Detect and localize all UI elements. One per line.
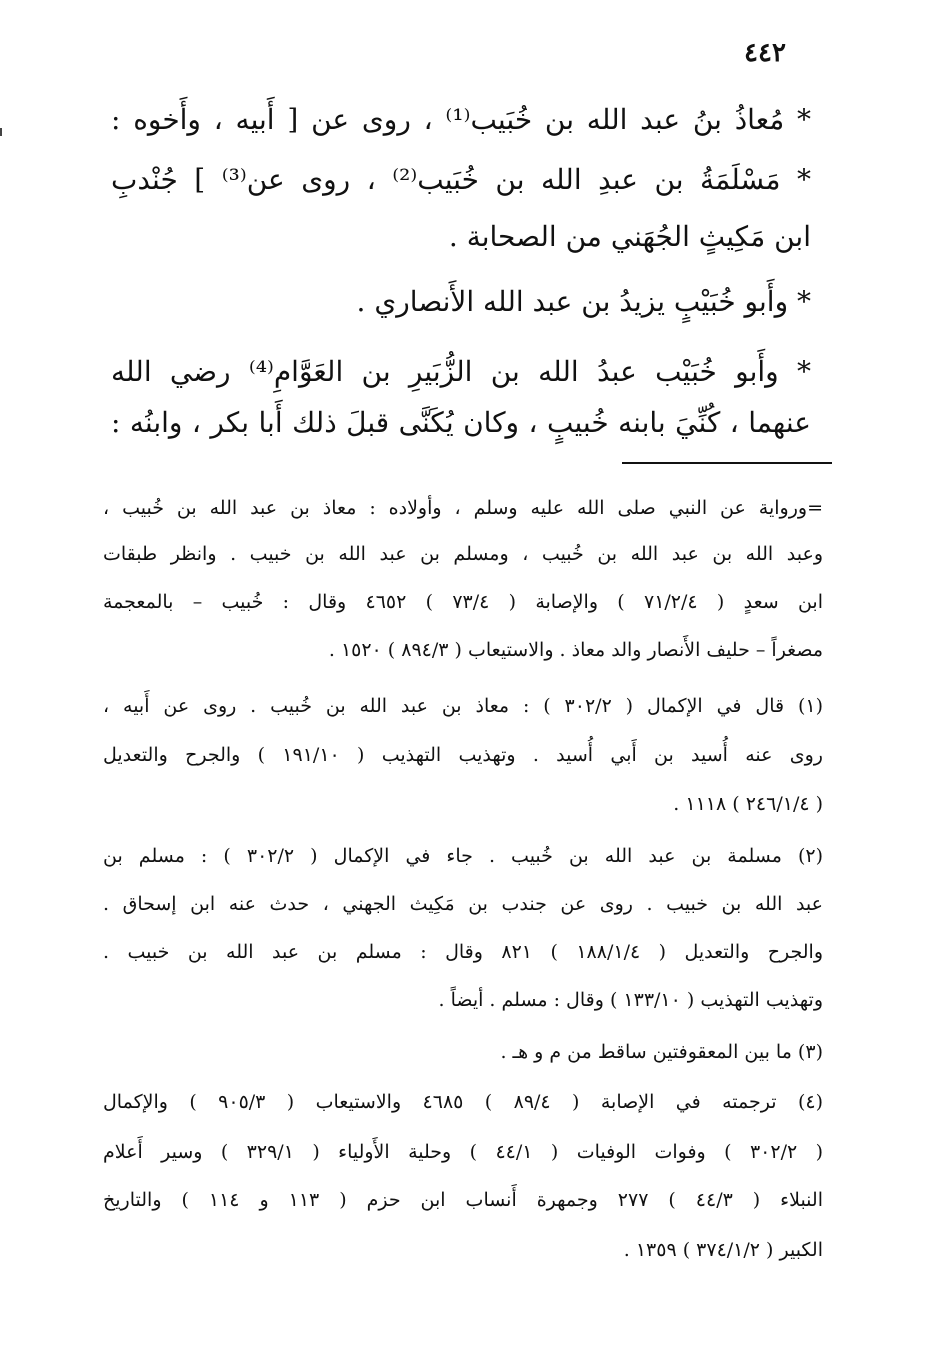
footnote-cont-line-4: مصغراً – حليف الأَنصار والد معاذ . والاستيعاب ( ٨٩٤/٣ ) ١٥٢٠ . — [328, 639, 823, 661]
footnote-cont-line-1: =ورواية عن النبي صلى الله عليه وسلم ، وأولاده : معاذ بن عبد الله بن خُبيب ، — [103, 497, 823, 519]
footnote-2-line-2: عبد الله بن خبيب . روى عن جندب بن مَكِيث الجهني ، حدث عنه ابن إسحاق . — [103, 893, 823, 915]
footnote-cont-line-2: وعبد الله بن عبد الله بن خُبيب ، ومسلم بن عبد الله بن خبيب . وانظر طبقات — [103, 543, 823, 565]
footnote-1-line-2: روى عنه أُسيد بن أَبي أُسيد . وتهذيب التهذيب ( ١٩١/١٠ ) والجرح والتعديل — [103, 744, 823, 766]
footnote-separator — [622, 462, 832, 464]
main-text-line-4: * وأَبو خُبَيْبٍ يزيدُ بن عبد الله الأَنصاري . — [356, 285, 811, 318]
footnote-2-line-1: (٢) مسلمة بن عبد الله بن خُبيب . جاء في الإكمال ( ٣٠٢/٢ ) : مسلم بن — [103, 845, 823, 867]
footnote-1-line-1: (١) قال في الإكمال ( ٣٠٢/٢ ) : معاذ بن عبد الله بن خُبيب . روى عن أَبيه ، — [103, 695, 824, 717]
footnote-2-line-3: والجرح والتعديل ( ١٨٨/١/٤ ) ٨٢١ وقال : مسلم بن عبد الله بن خبيب . — [103, 941, 823, 963]
footnote-1-line-3: ( ٢٤٦/١/٤ ) ١١١٨ . — [673, 793, 823, 815]
page-number: ٤٤٢ — [744, 38, 786, 68]
footnote-2-line-4: وتهذيب التهذيب ( ١٣٣/١٠ ) وقال : مسلم . أيضاً . — [438, 989, 823, 1011]
margin-mark — [0, 128, 2, 136]
footnote-4-line-4: الكبير ( ٣٧٤/١/٢ ) ١٣٥٩ . — [623, 1239, 823, 1261]
main-text-line-1: * مُعاذُ بنُ عبد الله بن خُبَيب⁽¹⁾ ، روى عن [ أَبيه ، وأَخوه : — [111, 103, 811, 136]
footnote-4-line-3: النبلاء ( ٤٤/٣ ) ٢٧٧ وجمهرة أَنساب ابن حزم ( ١١٣ و ١١٤ ) والتاريخ — [103, 1189, 823, 1211]
main-text-line-5: * وأَبو خُبَيْب عبدُ الله بن الزُّبَيرِ بن العَوَّامِ⁽⁴⁾ رضي الله — [111, 355, 812, 388]
main-text-line-3: ابن مَكِيثٍ الجُهَني من الصحابة . — [448, 220, 811, 253]
footnote-3-line-1: (٣) ما بين المعقوفتين ساقط من م و هـ . — [500, 1041, 823, 1063]
main-text-line-6: عنهما ، كُنِّيَ بابنه خُبيبٍ ، وكان يُكَنَّى قبلَ ذلك أَبا بكر ، وابنُه : — [111, 406, 811, 439]
footnote-4-line-1: (٤) ترجمته في الإصابة ( ٨٩/٤ ) ٤٦٨٥ والاستيعاب ( ٩٠٥/٣ ) والإكمال — [103, 1091, 823, 1113]
main-text-line-2: * مَسْلَمَةُ بن عبدِ الله بن خُبَيب⁽²⁾ ، روى عن⁽³⁾ ] جُنْدبِ — [111, 163, 811, 196]
footnote-4-line-2: ( ٣٠٢/٢ ) وفوات الوفيات ( ٤٤/١ ) وحلية الأَولياء ( ٣٢٩/١ ) وسير أَعلام — [103, 1141, 824, 1163]
footnote-cont-line-3: ابن سعدٍ ( ٧١/٢/٤ ) والإصابة ( ٧٣/٤ ) ٤٦٥٢ وقال : خُبيب – بالمعجمة — [103, 591, 823, 613]
